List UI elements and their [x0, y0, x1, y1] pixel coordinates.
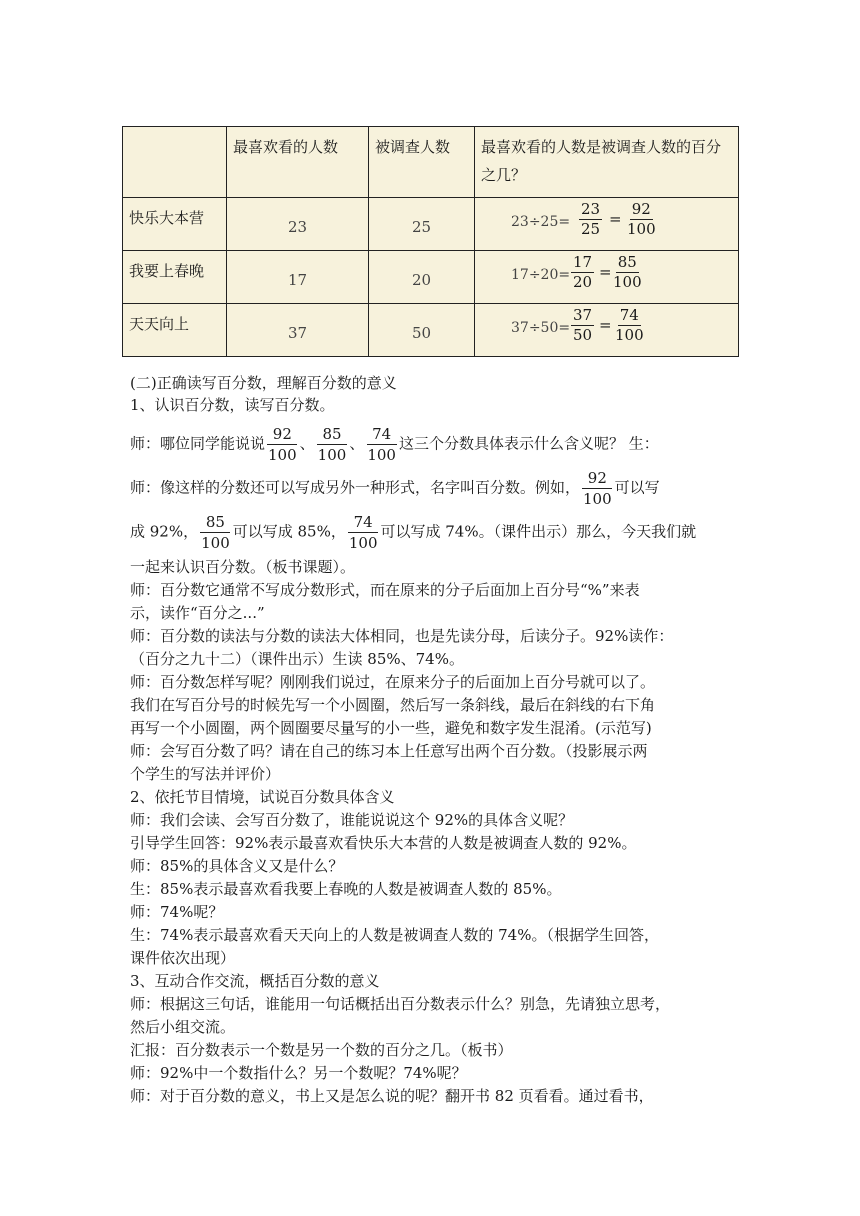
paragraph-line: 师：92%中一个数指什么？另一个数呢？74%呢？: [130, 1064, 467, 1082]
header-cell-liked: 最喜欢看的人数: [227, 127, 369, 198]
paragraph-line: 我们在写百分号的时候先写一个小圆圈，然后写一条斜线，最后在斜线的右下角: [130, 696, 656, 714]
section-heading: (二)正确读写百分数，理解百分数的意义: [130, 374, 397, 392]
fraction: $\frac{37}{50}$: [573, 306, 593, 344]
division-expression: 37÷50=: [511, 320, 571, 336]
subsection-heading: 1、认识百分数，读写百分数。: [130, 396, 335, 414]
table-header-row: [123, 127, 739, 198]
equals-sign: =: [599, 263, 612, 281]
surveyed-count-cell: 25: [369, 198, 475, 251]
paragraph-line: 师：百分数的读法与分数的读法大体相同，也是先读分母，后读分子。92%读作：: [130, 627, 674, 645]
paragraph-line: 师：百分数怎样写呢？刚刚我们说过，在原来分子的后面加上百分号就可以了。: [130, 673, 656, 691]
fraction: $\frac{92}{100}$: [627, 200, 656, 238]
paragraph-line: 成 92%， $\frac{85}{100}$ 可以写成 85%， $\frac{74}{100}$ 可以写成 74%。（课件出示）那么，今天我们就: [130, 513, 697, 552]
program-name-cell: 我要上春晚: [123, 251, 227, 304]
surveyed-count-cell: 50: [369, 304, 475, 357]
fraction: $\frac{17}{20}$: [573, 253, 593, 291]
header-cell-surveyed: 被调查人数: [369, 127, 475, 198]
program-name-cell: 快乐大本营: [123, 198, 227, 251]
fraction: $\frac{85}{100}$: [613, 253, 642, 291]
paragraph-line: 师：哪位同学能说说 $\frac{92}{100}$ 、 $\frac{85}{100}$ 、 $\frac{74}{100}$ 这三个分数具体表示什么含义呢？ 生：: [130, 425, 659, 464]
paragraph-line: 师：74%呢？: [130, 903, 224, 921]
paragraph-line: 生：85%表示最喜欢看我要上春晚的人数是被调查人数的 85%。: [130, 880, 562, 898]
paragraph-line: 生：74%表示最喜欢看天天向上的人数是被调查人数的 74%。（根据学生回答，: [130, 926, 659, 944]
paragraph-line: 师：会写百分数了吗？请在自己的练习本上任意写出两个百分数。（投影展示两: [130, 742, 648, 760]
fraction: $\frac{92}{100}$: [268, 425, 297, 464]
paragraph-line: 一起来认识百分数。（板书课题）。: [130, 558, 356, 576]
fraction: $\frac{92}{100}$: [583, 469, 612, 508]
header-cell-percent: 最喜欢看的人数是被调查人数的百分之几？: [475, 127, 739, 198]
fraction: $\frac{74}{100}$: [367, 425, 396, 464]
paragraph-line: 课件依次出现）: [130, 949, 236, 967]
paragraph-line: 再写一个小圆圈，两个圆圈要尽量写的小一些，避免和数字发生混淆。(示范写): [130, 719, 652, 737]
calc-cell: [475, 304, 739, 357]
equals-sign: =: [609, 210, 622, 228]
fraction: $\frac{85}{100}$: [317, 425, 347, 464]
calc-cell: [475, 251, 739, 304]
program-name-cell: 天天向上: [123, 304, 227, 357]
surveyed-count-cell: 20: [369, 251, 475, 304]
fraction: $\frac{74}{100}$: [348, 513, 378, 552]
table-row: [123, 251, 739, 304]
calc-cell: [475, 198, 739, 251]
header-cell-empty: [123, 127, 227, 198]
paragraph-line: 然后小组交流。: [130, 1018, 236, 1036]
division-expression: 23÷25=: [511, 214, 571, 230]
table-row: [123, 304, 739, 357]
paragraph-line: 引导学生回答：92%表示最喜欢看快乐大本营的人数是被调查人数的 92%。: [130, 834, 637, 852]
division-expression: 17÷20=: [511, 267, 571, 283]
paragraph-line: 师：像这样的分数还可以写成另外一种形式，名字叫百分数。例如， $\frac{92}{100}$ 可以写: [130, 469, 660, 508]
paragraph-line: 师：百分数它通常不写成分数形式，而在原来的分子后面加上百分号“%”来表: [130, 581, 640, 599]
paragraph-line: 师：对于百分数的意义，书上又是怎么说的呢？翻开书 82 页看看。通过看书，: [130, 1087, 654, 1105]
paragraph-line: 师：85%的具体含义又是什么？: [130, 857, 344, 875]
paragraph-line: 汇报：百分数表示一个数是另一个数的百分之几。（板书）: [130, 1041, 513, 1059]
fraction: $\frac{23}{25}$: [581, 200, 601, 238]
subsection-heading: 2、依托节目情境，试说百分数具体含义: [130, 788, 395, 806]
paragraph-line: 示，读作“百分之...”: [130, 604, 265, 622]
survey-table: [122, 126, 739, 357]
liked-count-cell: 23: [227, 198, 369, 251]
subsection-heading: 3、互动合作交流，概括百分数的意义: [130, 972, 380, 990]
paragraph-line: 师：我们会读、会写百分数了，谁能说说这个 92%的具体含义呢？: [130, 811, 574, 829]
fraction: $\frac{85}{100}$: [201, 513, 230, 552]
paragraph-line: 师：根据这三句话，谁能用一句话概括出百分数表示什么？别急，先请独立思考，: [130, 995, 671, 1013]
paragraph-line: （百分之九十二）（课件出示）生读 85%、74%。: [130, 650, 464, 668]
liked-count-cell: 37: [227, 304, 369, 357]
paragraph-line: 个学生的写法并评价）: [130, 765, 281, 783]
table-row: [123, 198, 739, 251]
liked-count-cell: 17: [227, 251, 369, 304]
fraction: $\frac{74}{100}$: [615, 306, 644, 344]
equals-sign: =: [599, 316, 612, 334]
